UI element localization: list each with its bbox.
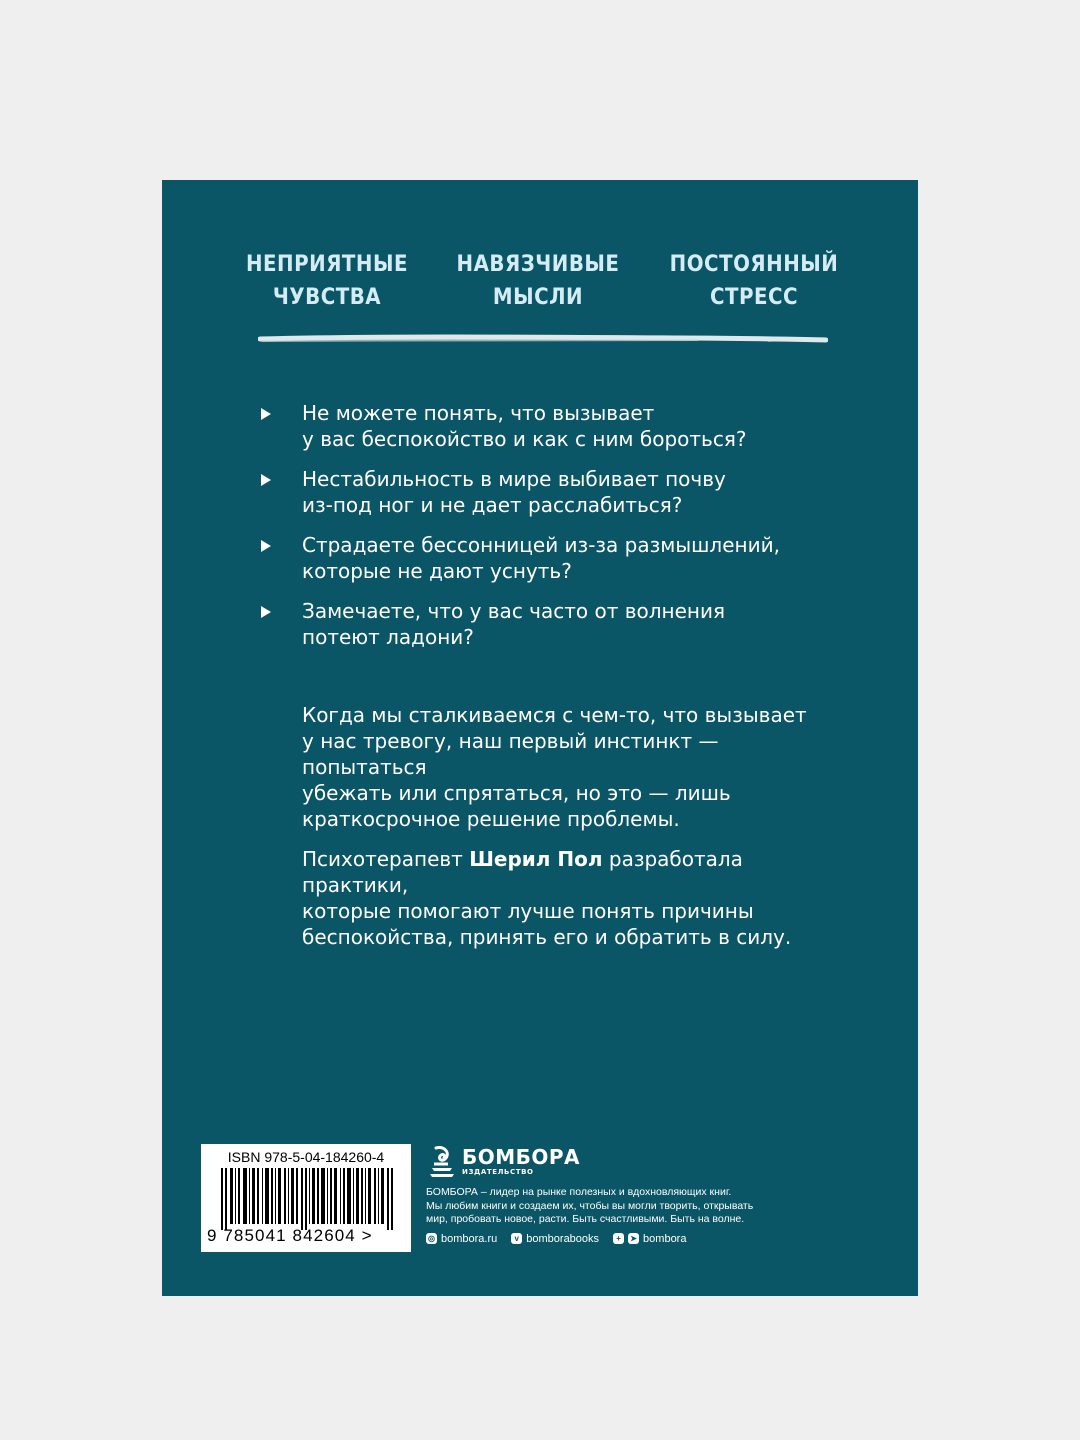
header-keyword: ПОСТОЯННЫЙ СТРЕСС xyxy=(669,252,839,310)
triangle-bullet-icon xyxy=(261,540,271,552)
isbn-barcode-box xyxy=(201,1144,411,1252)
isbn-digits: 9 785041 842604 > xyxy=(207,1226,373,1245)
list-item: Страдаете бессонницей из-за размышлений, которые не дают уснуть? xyxy=(258,532,858,584)
list-item: Нестабильность в мире выбивает почву из-под ног и не дает расслабиться? xyxy=(258,466,858,518)
plus-icon: + xyxy=(613,1233,624,1244)
list-item: Не можете понять, что вызывает у вас беспокойство и как с ним бороться? xyxy=(258,400,858,452)
social-link-telegram: + ➤ bombora xyxy=(613,1233,686,1245)
triangle-bullet-icon xyxy=(261,474,271,486)
barcode xyxy=(221,1168,393,1230)
triangle-bullet-icon xyxy=(261,408,271,420)
vk-icon: v xyxy=(511,1233,522,1244)
social-link-web: ◎ bombora.ru xyxy=(428,1232,498,1245)
header-keywords xyxy=(222,248,862,314)
social-link-vk: v bomborabooks xyxy=(511,1233,599,1245)
description-paragraph: Когда мы сталкиваемся с чем-то, что вызывает у нас тревогу, наш первый инстинкт — попытаться убежать или спрятаться, но это — лишь краткосрочное решение проблемы. xyxy=(302,703,807,831)
question-list xyxy=(258,400,858,664)
publisher-block xyxy=(426,1144,796,1245)
triangle-bullet-icon xyxy=(261,606,271,618)
isbn-label: ISBN 978-5-04-184260-4 xyxy=(227,1149,385,1165)
publisher-logo: БОМБОРА ИЗДАТЕЛЬСТВО xyxy=(426,1144,796,1178)
bombora-logo-icon xyxy=(426,1144,458,1178)
social-links xyxy=(426,1233,796,1245)
telegram-icon: ➤ xyxy=(628,1233,639,1244)
author-name: Шерил Пол xyxy=(469,847,603,871)
web-icon: ◎ xyxy=(426,1233,437,1244)
header-keyword: НЕПРИЯТНЫЕ ЧУВСТВА xyxy=(245,252,409,310)
publisher-description: БОМБОРА – лидер на рынке полезных и вдохновляющих книг. Мы любим книги и создаем их, чтобы вы могли творить, открывать мир, пробовать новое, расти. Быть счастливыми. Быть на волне. xyxy=(426,1186,754,1225)
author-paragraph: Психотерапевт Шерил Пол разработала практики, которые помогают лучше понять причины беспокойства, принять его и обратить в силу. xyxy=(302,847,792,949)
brush-stroke-divider xyxy=(258,332,828,346)
header-keyword: НАВЯЗЧИВЫЕ МЫСЛИ xyxy=(456,252,620,310)
list-item: Замечаете, что у вас часто от волнения потеют ладони? xyxy=(258,598,858,650)
book-back-cover xyxy=(162,180,918,1296)
